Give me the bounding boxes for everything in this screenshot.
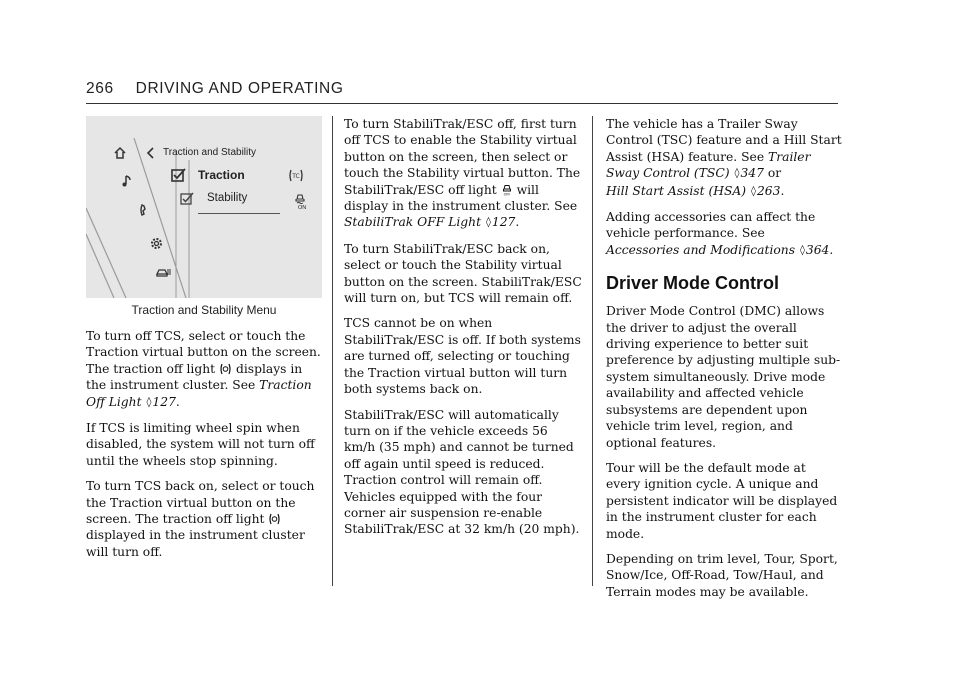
- page-reference[interactable]: 347: [740, 166, 764, 181]
- screen-title: Traction and Stability: [163, 147, 257, 158]
- home-icon[interactable]: [113, 146, 127, 160]
- paragraph: If TCS is limiting wheel spin when disabled, the system will not turn off until the wheels stop spinning.: [86, 421, 315, 468]
- paragraph: The vehicle has a Trailer Sway Control (TSC) feature and a Hill Start Assist (HSA) feature. See Trailer Sway Control (TSC) ◊347 or Hill Start Assist (HSA) ◊263.: [606, 117, 842, 198]
- page-ref-symbol: ◊: [485, 217, 491, 229]
- paragraph: To turn off TCS, select or touch the Traction virtual button on the screen. The traction off light displays in the instrument cluster. See Traction Off Light ◊127.: [86, 329, 321, 409]
- cross-reference-link[interactable]: StabiliTrak OFF Light: [344, 215, 482, 230]
- settings-gear-icon[interactable]: [149, 236, 164, 251]
- paragraph-text: Adding accessories can affect the vehicle performance. See: [606, 210, 816, 241]
- svg-text:OFF: OFF: [503, 192, 511, 196]
- traction-stability-figure: [86, 116, 322, 298]
- stabilitrak-on-label: ON: [298, 205, 307, 211]
- stability-button-label[interactable]: Stability: [207, 192, 248, 204]
- column-divider: [332, 116, 333, 586]
- vehicle-icon[interactable]: [156, 266, 171, 278]
- paragraph-text: To turn TCS back on, select or touch the Traction virtual button on the screen. The traction off light: [86, 479, 315, 527]
- paragraph: TCS cannot be on when StabiliTrak/ESC is off. If both systems are turned off, selecting or touching the Traction virtual button will turn both systems back on.: [344, 316, 581, 397]
- figure-caption: Traction and Stability Menu: [131, 303, 277, 317]
- paragraph-text: displays in the instrument cluster. See: [86, 361, 303, 393]
- column-divider: [592, 116, 593, 586]
- traction-checkbox-icon[interactable]: [171, 168, 187, 182]
- paragraph: Adding accessories can affect the vehicle performance. See Accessories and Modifications ◊364.: [606, 210, 834, 257]
- page-ref-symbol: ◊: [799, 244, 805, 256]
- option-divider: [198, 213, 280, 214]
- page-ref-symbol: ◊: [734, 168, 740, 180]
- column-2: [344, 116, 582, 547]
- stabilitrak-indicator-icon: [294, 193, 306, 205]
- page-reference[interactable]: 263: [756, 183, 781, 198]
- paragraph: To turn StabiliTrak/ESC off, first turn off TCS to enable the Stability virtual button on the screen, then select or touch the Stability virtual button. The StabiliTrak/ESC off light OFF will display in the instrument cluster. See StabiliTrak OFF Light ◊127.: [344, 117, 581, 230]
- paragraph-text: The vehicle has a Trailer Sway Control (TSC) feature and a Hill Start Assist (HSA) feature. See: [606, 117, 842, 164]
- page-reference[interactable]: 127: [152, 394, 176, 409]
- page-ref-symbol: ◊: [146, 396, 152, 408]
- paragraph: Tour will be the default mode at every ignition cycle. A unique and persistent indicator will be displayed in the instrument cluster for each mode.: [606, 460, 838, 541]
- traction-control-indicator-icon: [288, 168, 304, 183]
- paragraph: Driver Mode Control (DMC) allows the driver to adjust the overall driving experience to better suit preference by adjusting multiple sub-system simultaneously. Drive mode availability and affected vehicle subsystems are dependent upon vehicle trim level, region, and optional features.: [606, 304, 841, 450]
- traction-off-light-icon: [269, 513, 280, 525]
- figure-graphics: [86, 116, 322, 298]
- section-heading: Driver Mode Control: [606, 273, 780, 294]
- paragraph: StabiliTrak/ESC will automatically turn on if the vehicle exceeds 56 km/h (35 mph) and cannot be turned off again until speed is reduced. Traction control will remain off. Vehicles equipped with the four corner air suspension re-enable StabiliTrak/ESC at 32 km/h (20 mph).: [344, 407, 580, 537]
- header-rule: [86, 103, 838, 104]
- paragraph: [86, 478, 322, 560]
- back-chevron-icon[interactable]: [146, 147, 156, 159]
- page-number: 266: [86, 80, 114, 97]
- paragraph-text: To turn StabiliTrak/ESC off, first turn off TCS to enable the Stability virtual button on the screen, then select or touch the Stability virtual button. The StabiliTrak/ESC off light: [344, 117, 581, 197]
- page-reference[interactable]: 364: [805, 242, 830, 257]
- stabilitrak-off-light-icon: [502, 184, 512, 196]
- cross-reference-link[interactable]: Trailer Sway Control (TSC): [606, 149, 811, 181]
- paragraph-text: To turn off TCS, select or touch the Traction virtual button on the screen. The traction off light: [86, 329, 321, 376]
- page-header: [86, 80, 343, 98]
- paragraph: To turn StabiliTrak/ESC back on, select or touch the Stability virtual button on the screen. StabiliTrak/ESC will turn on, but TCS will remain off.: [344, 241, 582, 306]
- cross-reference-link[interactable]: Hill Start Assist (HSA): [606, 183, 747, 198]
- cross-reference-link[interactable]: Traction Off Light: [86, 378, 312, 409]
- music-note-icon[interactable]: [121, 174, 133, 188]
- paragraph: Depending on trim level, Tour, Sport, Snow/Ice, Off-Road, Tow/Haul, and Terrain modes may be available.: [606, 551, 838, 599]
- column-3: [606, 116, 842, 609]
- section-title: DRIVING AND OPERATING: [135, 80, 344, 97]
- cross-reference-link[interactable]: Accessories and Modifications: [606, 242, 796, 257]
- paragraph-text: or: [767, 166, 782, 181]
- paragraph-text: will display in the instrument cluster. See: [344, 182, 578, 214]
- traction-off-light-icon: [220, 363, 231, 375]
- paragraph-text: displayed in the instrument cluster will turn off.: [86, 528, 305, 559]
- svg-text:TC: TC: [292, 173, 300, 180]
- stability-checkbox-icon[interactable]: [180, 192, 195, 205]
- column-1: [86, 328, 322, 569]
- traction-button-label[interactable]: Traction: [198, 168, 245, 182]
- phone-icon[interactable]: [138, 203, 150, 217]
- page-ref-symbol: ◊: [751, 185, 756, 197]
- page-reference[interactable]: 127: [491, 215, 516, 230]
